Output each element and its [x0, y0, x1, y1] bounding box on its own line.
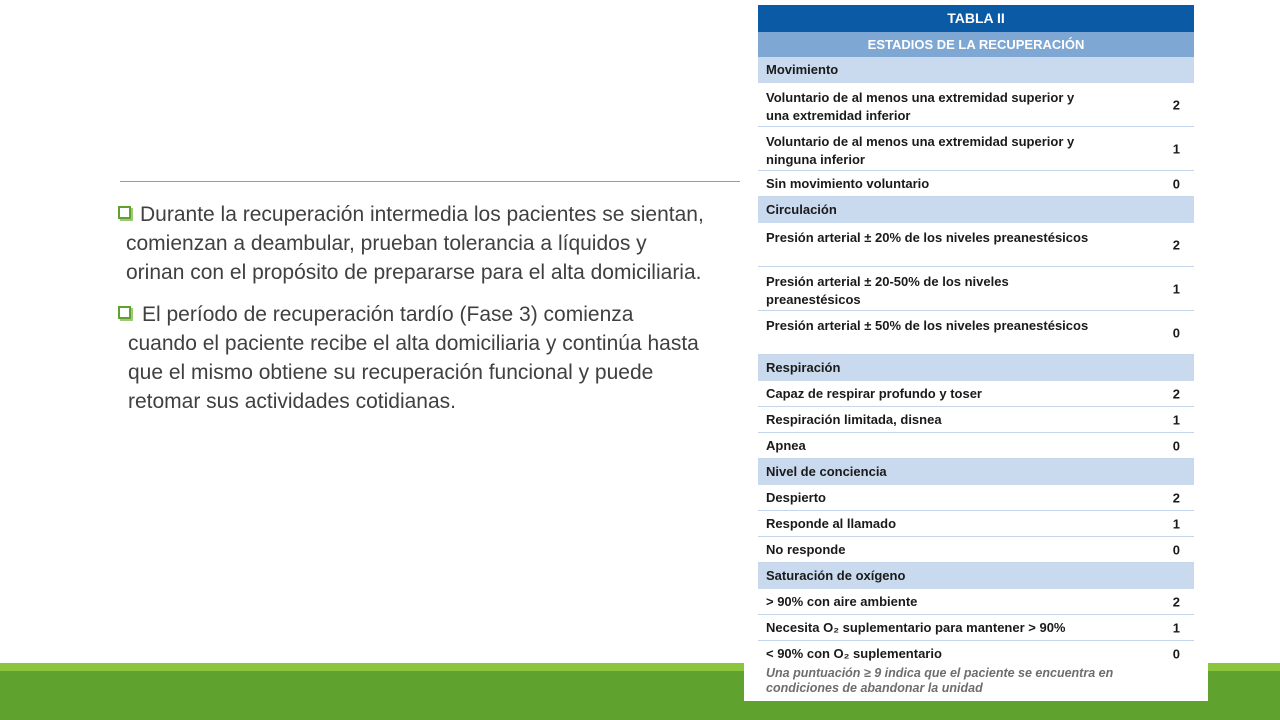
table-row	[758, 127, 1194, 171]
row-label: Responde al llamado	[766, 516, 897, 531]
row-label: Voluntario de al menos una extremidad superior y una extremidad inferior	[766, 90, 1075, 123]
table-row	[758, 223, 1194, 267]
section-header: Movimiento	[758, 57, 1194, 83]
bullet-text: Durante la recuperación intermedia los pacientes se sientan, comienzan a deambular, prueban tolerancia a líquidos y orinan con el propósito de prepararse para el alta domiciliaria.	[126, 203, 704, 284]
row-label: Presión arterial ± 20-50% de los niveles preanestésicos	[766, 274, 1009, 307]
row-score: 2	[1172, 97, 1180, 112]
row-score: 2	[1172, 490, 1180, 505]
table-row	[758, 511, 1194, 537]
divider-line	[120, 181, 740, 182]
row-label: Despierto	[766, 490, 826, 505]
section-header: Nivel de conciencia	[758, 459, 1194, 485]
row-score: 0	[1172, 542, 1180, 557]
table-footnote: Una puntuación ≥ 9 indica que el paciente se encuentra en condiciones de abandonar la unidad	[766, 666, 1114, 695]
table-row	[758, 485, 1194, 511]
table-row	[758, 171, 1194, 197]
table-row	[758, 615, 1194, 641]
row-score: 1	[1172, 620, 1180, 635]
row-score: 1	[1172, 412, 1180, 427]
table-row	[758, 381, 1194, 407]
table-row	[758, 267, 1194, 311]
row-label: Apnea	[766, 438, 806, 453]
row-score: 1	[1172, 281, 1180, 296]
recovery-table-image	[744, 0, 1208, 701]
row-score: 0	[1172, 438, 1180, 453]
row-label: Presión arterial ± 50% de los niveles preanestésicos	[766, 318, 1089, 333]
row-label: < 90% con O₂ suplementario	[766, 646, 942, 661]
recovery-table	[758, 5, 1194, 667]
row-label: Necesita O₂ suplementario para mantener > 90%	[766, 620, 1066, 635]
row-score: 2	[1172, 237, 1180, 252]
table-row	[758, 433, 1194, 459]
table-row	[758, 407, 1194, 433]
row-label: Voluntario de al menos una extremidad superior y ninguna inferior	[766, 134, 1075, 167]
row-score: 0	[1172, 176, 1180, 191]
table-row	[758, 537, 1194, 563]
section-header: Circulación	[758, 197, 1194, 223]
row-label: Respiración limitada, disnea	[766, 412, 942, 427]
row-score: 1	[1172, 141, 1180, 156]
row-label: Sin movimiento voluntario	[766, 176, 930, 191]
checkbox-bullet-icon	[118, 206, 131, 219]
row-label: > 90% con aire ambiente	[766, 594, 918, 609]
table-row	[758, 311, 1194, 355]
bullet-text: El período de recuperación tardío (Fase 3) comienza cuando el paciente recibe el alta domiciliaria y continúa hasta que el mismo obtiene su recuperación funcional y puede retomar sus actividades cotidianas.	[128, 303, 699, 413]
table-footnote-box	[744, 663, 1208, 701]
bullet-list	[116, 200, 706, 429]
bullet-item	[116, 200, 706, 287]
checkbox-bullet-icon	[118, 306, 131, 319]
table-row	[758, 83, 1194, 127]
row-label: No responde	[766, 542, 846, 557]
row-score: 2	[1172, 386, 1180, 401]
row-score: 1	[1172, 516, 1180, 531]
row-label: Presión arterial ± 20% de los niveles preanestésicos	[766, 230, 1089, 245]
section-header: Respiración	[758, 355, 1194, 381]
table-title: TABLA II	[758, 5, 1194, 32]
row-score: 0	[1172, 325, 1180, 340]
table-row	[758, 589, 1194, 615]
bullet-item	[116, 300, 706, 416]
section-header: Saturación de oxígeno	[758, 563, 1194, 589]
row-label: Capaz de respirar profundo y toser	[766, 386, 982, 401]
table-subtitle: ESTADIOS DE LA RECUPERACIÓN	[758, 32, 1194, 57]
row-score: 2	[1172, 594, 1180, 609]
row-score: 0	[1172, 646, 1180, 661]
